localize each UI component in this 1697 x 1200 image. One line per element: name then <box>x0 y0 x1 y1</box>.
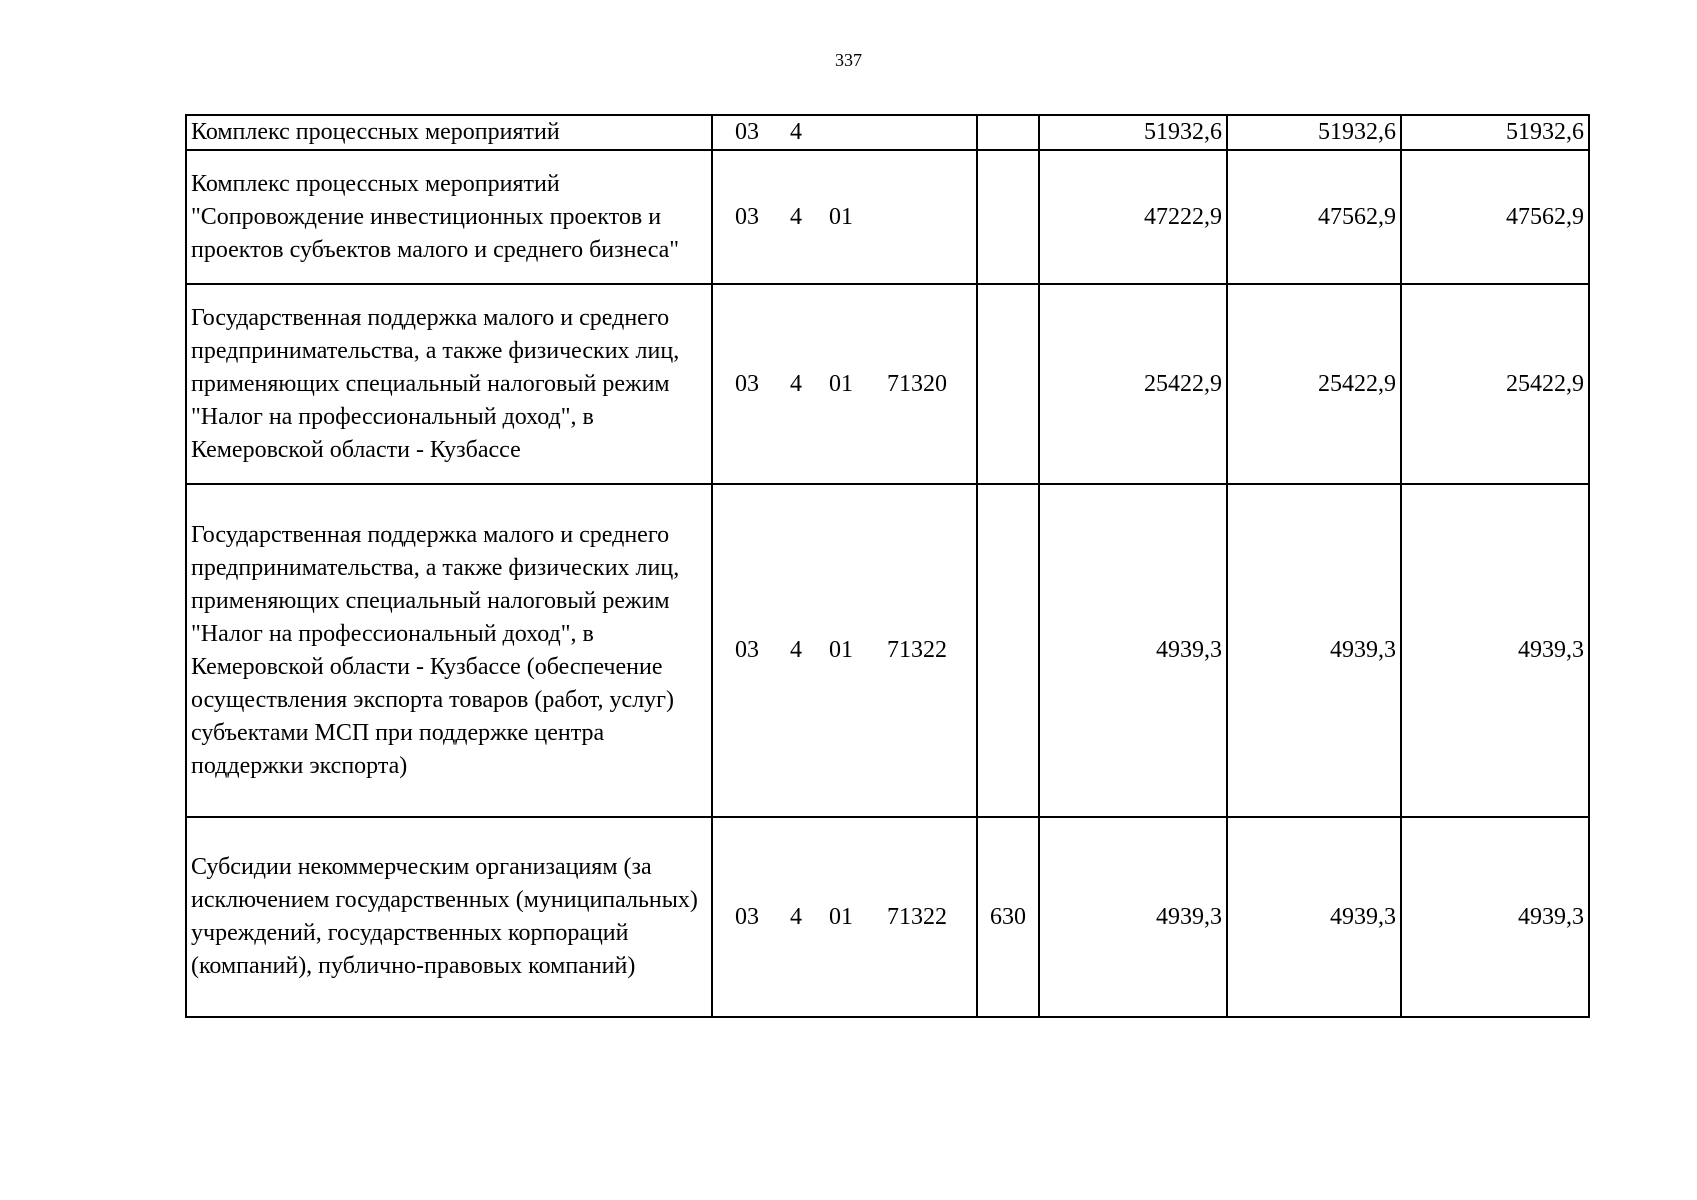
row-value-3: 25422,9 <box>1401 284 1589 484</box>
row-value-3: 4939,3 <box>1401 484 1589 817</box>
table-row <box>186 150 1589 284</box>
code-section: 03 <box>735 203 759 230</box>
code-section: 03 <box>735 637 759 663</box>
row-value-2: 51932,6 <box>1227 115 1401 150</box>
code-program: 4 <box>790 903 802 930</box>
code-subprogram: 01 <box>829 203 853 230</box>
row-value-1: 47222,9 <box>1039 150 1227 284</box>
row-value-2: 4939,3 <box>1227 817 1401 1017</box>
row-expense-type <box>977 150 1039 284</box>
row-expense-type <box>977 484 1039 817</box>
row-name: Государственная поддержка малого и среднего предпринимательства, а также физических лиц, применяющих специальный налоговый режим "Налог на профессиональный доход", в Кемеровской области - Кузбассе (обеспечение осуществления экспорта товаров (работ, услуг) субъектами МСП при поддержке центра поддержки экспорта) <box>186 484 712 817</box>
row-expense-type <box>977 115 1039 150</box>
table-row <box>186 817 1589 1017</box>
row-name: Государственная поддержка малого и среднего предпринимательства, а также физических лиц, применяющих специальный налоговый режим "Налог на профессиональный доход", в Кемеровской области - Кузбассе <box>186 284 712 484</box>
row-expense-type <box>977 284 1039 484</box>
budget-table <box>185 114 1590 1018</box>
code-direction: 71322 <box>887 637 947 663</box>
code-subprogram: 01 <box>829 903 853 930</box>
row-name: Субсидии некоммерческим организациям (за исключением государственных (муниципальных) учреждений, государственных корпораций (компаний), публично-правовых компаний) <box>186 817 712 1017</box>
row-value-1: 51932,6 <box>1039 115 1227 150</box>
row-value-1: 4939,3 <box>1039 484 1227 817</box>
row-code <box>712 115 977 150</box>
row-expense-type: 630 <box>977 817 1039 1017</box>
code-subprogram: 01 <box>829 637 853 663</box>
code-program: 4 <box>790 119 802 145</box>
row-code <box>712 817 977 1017</box>
row-value-1: 4939,3 <box>1039 817 1227 1017</box>
row-code <box>712 150 977 284</box>
code-section: 03 <box>735 903 759 930</box>
code-direction: 71320 <box>887 370 947 397</box>
table-row <box>186 484 1589 817</box>
code-direction: 71322 <box>887 903 947 930</box>
row-code <box>712 484 977 817</box>
page-number: 337 <box>835 50 862 70</box>
row-value-3: 47562,9 <box>1401 150 1589 284</box>
code-section: 03 <box>735 370 759 397</box>
row-value-3: 4939,3 <box>1401 817 1589 1017</box>
table-row <box>186 284 1589 484</box>
code-program: 4 <box>790 637 802 663</box>
row-name: Комплекс процессных мероприятий <box>186 115 712 150</box>
row-value-2: 47562,9 <box>1227 150 1401 284</box>
row-code <box>712 284 977 484</box>
code-section: 03 <box>735 119 759 145</box>
row-name: Комплекс процессных мероприятий "Сопровождение инвестиционных проектов и проектов субъектов малого и среднего бизнеса" <box>186 150 712 284</box>
row-value-1: 25422,9 <box>1039 284 1227 484</box>
code-subprogram: 01 <box>829 370 853 397</box>
code-program: 4 <box>790 203 802 230</box>
code-program: 4 <box>790 370 802 397</box>
row-value-2: 25422,9 <box>1227 284 1401 484</box>
row-value-2: 4939,3 <box>1227 484 1401 817</box>
table-row <box>186 115 1589 150</box>
row-value-3: 51932,6 <box>1401 115 1589 150</box>
